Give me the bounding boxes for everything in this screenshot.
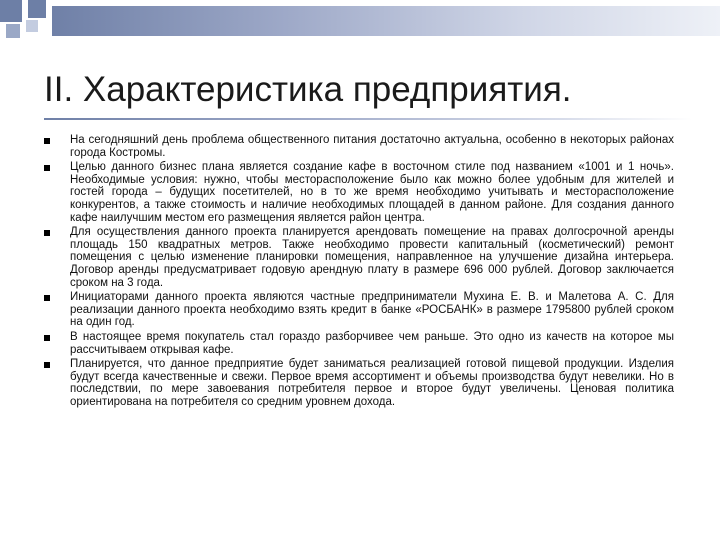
- bullet-item: [44, 226, 674, 289]
- decor-square: [26, 20, 38, 32]
- bullet-item: [44, 134, 674, 159]
- bullet-item: [44, 161, 674, 224]
- decor-square: [0, 0, 22, 22]
- square-bullet-icon: [44, 138, 50, 144]
- paragraph-text: В настоящее время покупатель стал гораздо разборчивее чем раньше. Это одно из качеств на которое мы рассчитываем открывая кафе.: [70, 330, 674, 356]
- bullet-item: [44, 331, 674, 356]
- bullet-item: [44, 358, 674, 408]
- slide-title: II. Характеристика предприятия.: [44, 70, 572, 109]
- paragraph-text: Планируется, что данное предприятие будет заниматься реализацией готовой пищевой продукции. Изделия будут всегда качественные и свежи. Первое время ассортимент и объемы производства будут невелики. Но в последствии, по мере завоевания потребителя первое и второе будут увеличены. Ценовая политика ориентирована на потребителя со средним уровнем дохода.: [70, 358, 674, 408]
- paragraph-text: Целью данного бизнес плана является создание кафе в восточном стиле под названием «1001 и 1 ночь». Необходимые условия: нужно, чтобы месторасположение было как можно более удобным для жителей и гостей города – будущих посетителей, но в то же время необходимо учитывать и месторасположение конкурентов, а также стоимость и наличие необходимых площадей в данном районе. Для создания данного кафе наилучшим местом его размещения является район центра.: [70, 161, 674, 224]
- title-underline: [44, 118, 692, 120]
- square-bullet-icon: [44, 362, 50, 368]
- paragraph-text: Для осуществления данного проекта планируется арендовать помещение на правах долгосрочной аренды площадь 150 квадратных метров. Также необходимо провести капитальный (косметический) ремонт помещения с целью изменение планировки помещения, направленное на улучшение дизайна интерьера. Договор аренды предусматривает годовую арендную плату в размере 696 000 рублей. Договор заключается сроком на 3 года.: [70, 226, 674, 289]
- bullet-item: [44, 291, 674, 329]
- square-bullet-icon: [44, 165, 50, 171]
- decor-square: [28, 0, 46, 18]
- square-bullet-icon: [44, 230, 50, 236]
- square-bullet-icon: [44, 295, 50, 301]
- paragraph-text: Инициаторами данного проекта являются частные предприниматели Мухина Е. В. и Малетова А. С. Для реализации данного проекта необходимо взять кредит в банке «РОСБАНК» в размере 1795800 рублей сроком на один год.: [70, 291, 674, 329]
- header-gradient-bar: [52, 6, 720, 36]
- square-bullet-icon: [44, 335, 50, 341]
- paragraph-text: На сегодняшний день проблема общественного питания достаточно актуальна, особенно в некоторых районах города Костромы.: [70, 134, 674, 159]
- slide-body: [44, 134, 674, 410]
- decor-square: [6, 24, 20, 38]
